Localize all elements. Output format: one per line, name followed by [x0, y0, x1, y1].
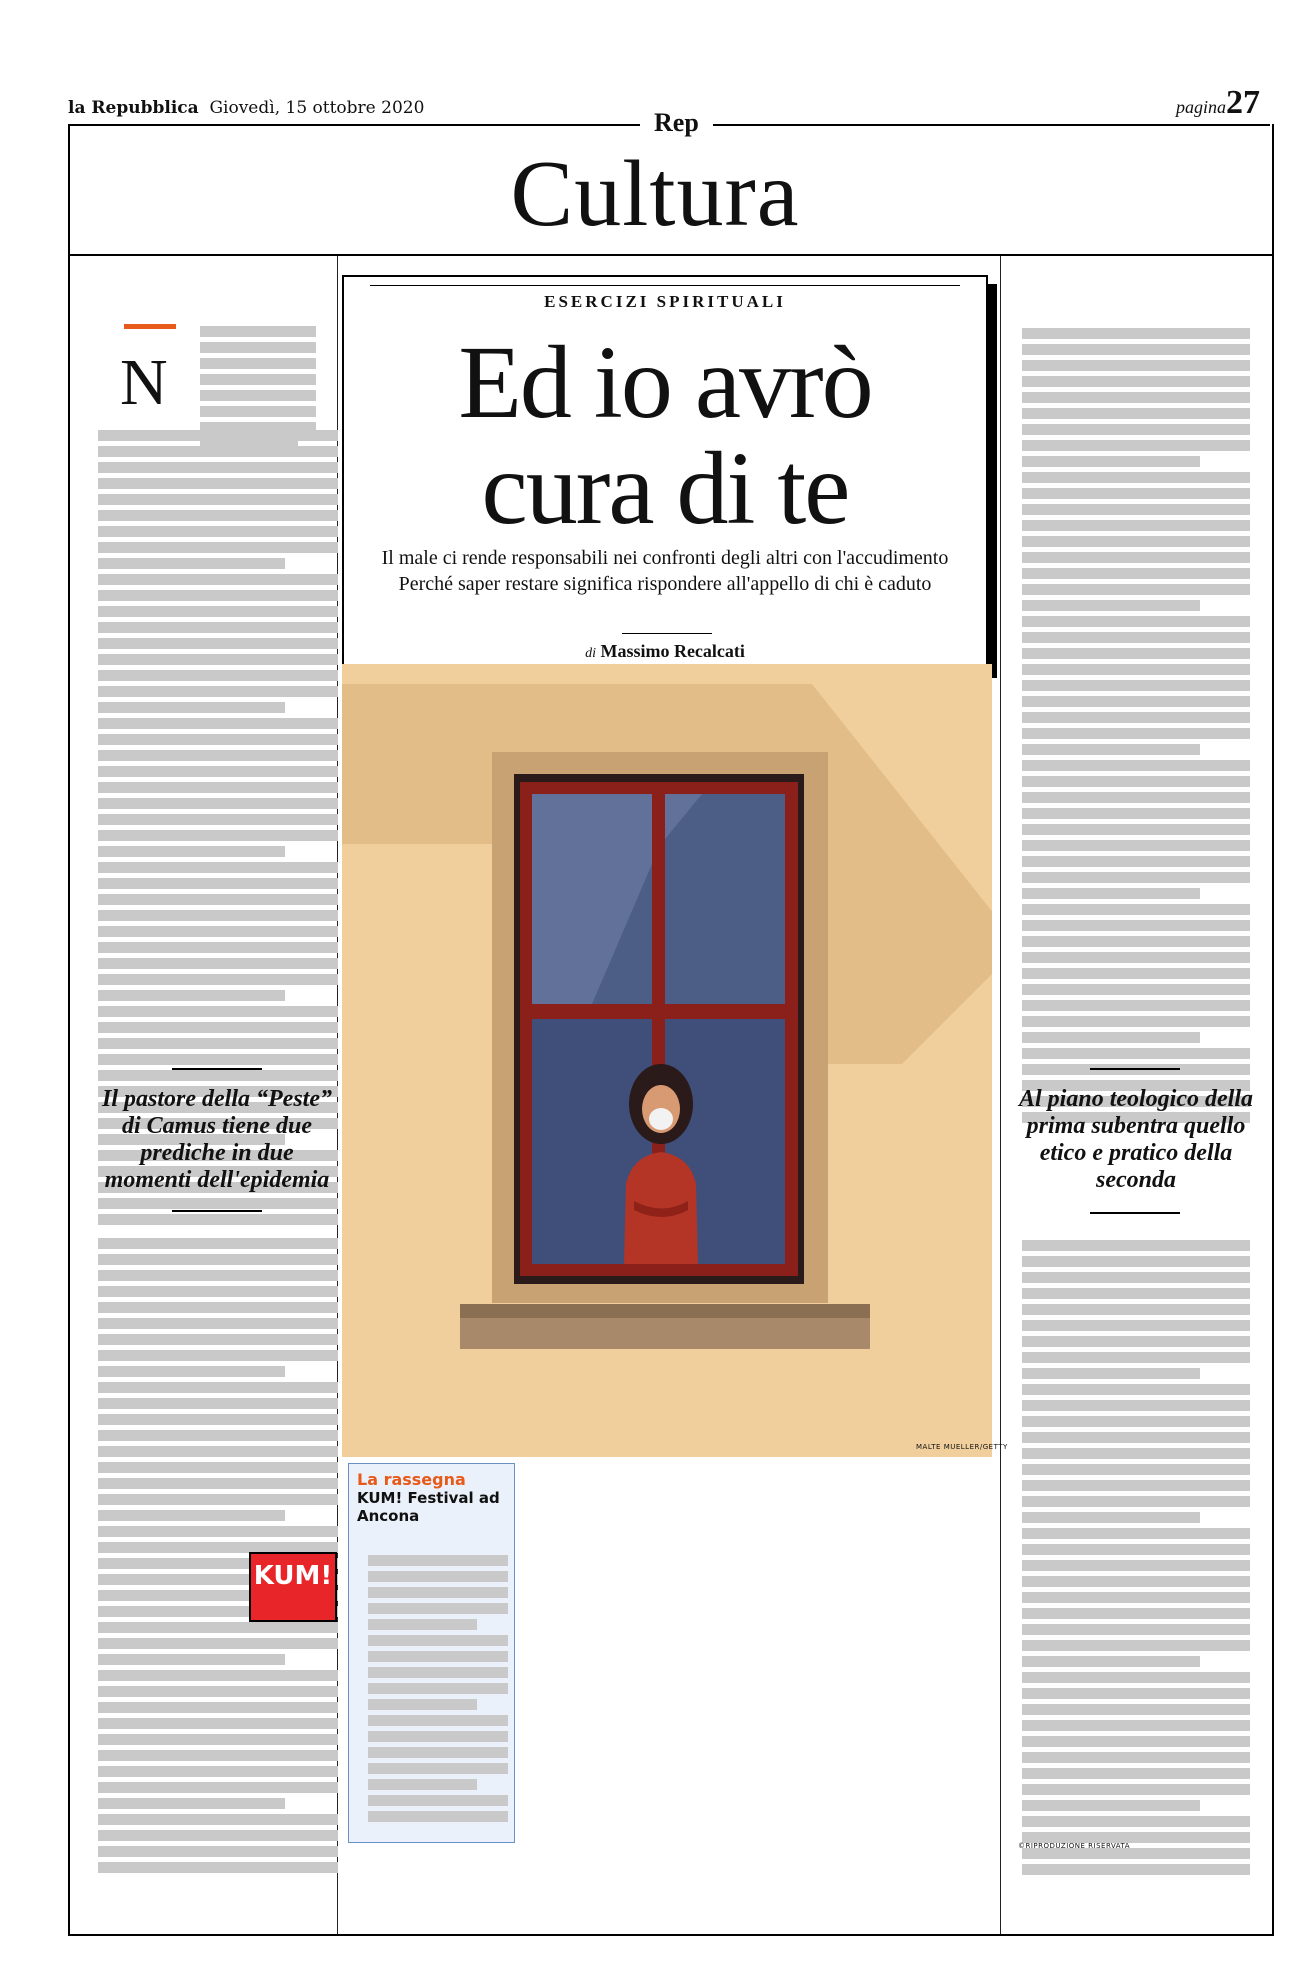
sidebar-text — [368, 1555, 508, 1827]
text-line — [98, 1334, 338, 1345]
text-line — [98, 1214, 338, 1225]
text-line — [1022, 584, 1250, 595]
text-line — [1022, 1416, 1250, 1427]
text-line — [1022, 1608, 1250, 1619]
text-line — [368, 1731, 508, 1742]
text-line — [368, 1571, 508, 1582]
text-line — [98, 1718, 338, 1729]
text-line — [1022, 1320, 1250, 1331]
text-line — [1022, 824, 1250, 835]
headline-line-1: Ed io avrò — [458, 325, 872, 440]
text-line — [1022, 920, 1250, 931]
text-line — [98, 1734, 338, 1745]
text-line — [1022, 408, 1250, 419]
text-line — [98, 526, 338, 537]
text-line — [1022, 1800, 1200, 1811]
text-line — [98, 1382, 338, 1393]
article-column-3 — [1022, 328, 1250, 1128]
text-line — [98, 1430, 338, 1441]
text-line — [1022, 1592, 1250, 1603]
text-line — [1022, 1720, 1250, 1731]
text-line — [98, 1070, 338, 1081]
text-line — [1022, 1496, 1250, 1507]
text-line — [98, 990, 285, 1001]
text-line — [98, 1814, 338, 1825]
text-line — [1022, 1304, 1250, 1315]
text-line — [368, 1715, 508, 1726]
article-column-4 — [1022, 1240, 1250, 1880]
text-line — [1022, 1656, 1200, 1667]
text-line — [1022, 552, 1250, 563]
text-line — [98, 1862, 338, 1873]
text-line — [1022, 568, 1250, 579]
text-line — [1022, 344, 1250, 355]
photo-credit: MALTE MUELLER/GETTY — [916, 1443, 1008, 1451]
text-line — [98, 1686, 338, 1697]
text-line — [98, 798, 338, 809]
sidebar-title: La rassegna — [357, 1470, 466, 1489]
pullquote-rule — [172, 1068, 262, 1070]
page-number — [1176, 84, 1260, 122]
text-line — [368, 1779, 477, 1790]
text-line — [368, 1811, 508, 1822]
text-line — [98, 974, 338, 985]
column-rule-right — [1000, 256, 1001, 1934]
text-line — [98, 734, 338, 745]
text-line — [98, 1398, 338, 1409]
text-line — [1022, 680, 1250, 691]
text-line — [98, 1318, 338, 1329]
text-line — [98, 1350, 338, 1361]
text-line — [98, 1526, 338, 1537]
text-line — [98, 1782, 338, 1793]
text-line — [1022, 968, 1250, 979]
text-line — [1022, 808, 1250, 819]
rep-logo: Rep — [640, 108, 713, 138]
text-line — [98, 654, 338, 665]
text-line — [98, 1270, 338, 1281]
text-line — [98, 1622, 338, 1633]
text-line — [98, 1254, 338, 1265]
section-divider — [68, 254, 1272, 256]
pullquote-rule — [172, 1210, 262, 1212]
text-line — [1022, 1704, 1250, 1715]
text-line — [1022, 1672, 1250, 1683]
text-line — [1022, 440, 1250, 451]
text-line — [1022, 1560, 1250, 1571]
text-line — [98, 718, 338, 729]
text-line — [1022, 1768, 1250, 1779]
text-line — [98, 766, 338, 777]
text-line — [1022, 1576, 1250, 1587]
pullquote-rule — [1090, 1212, 1180, 1214]
text-line — [1022, 536, 1250, 547]
text-line — [98, 814, 338, 825]
text-line — [98, 830, 338, 841]
text-line — [1022, 648, 1250, 659]
headline — [342, 325, 988, 547]
text-line — [368, 1795, 508, 1806]
text-line — [368, 1699, 477, 1710]
page-num: 27 — [1226, 84, 1260, 121]
page-label: pagina — [1175, 97, 1226, 117]
text-line — [368, 1747, 508, 1758]
text-line — [1022, 904, 1250, 915]
text-line — [98, 910, 338, 921]
accent-bar — [124, 324, 176, 329]
text-line — [1022, 712, 1250, 723]
text-line — [1022, 1016, 1250, 1027]
text-line — [98, 958, 338, 969]
text-line — [1022, 1032, 1200, 1043]
text-line — [98, 590, 338, 601]
text-line — [1022, 872, 1250, 883]
headline-line-2: cura di te — [481, 431, 849, 547]
text-line — [98, 894, 338, 905]
text-line — [1022, 1528, 1250, 1539]
text-line — [98, 1414, 338, 1425]
text-line — [1022, 984, 1250, 995]
text-line — [98, 1494, 338, 1505]
kicker-rule — [370, 285, 960, 286]
text-line — [1022, 840, 1250, 851]
text-line — [1022, 600, 1200, 611]
text-line — [98, 750, 338, 761]
text-line — [98, 782, 338, 793]
sidebar-subtitle: KUM! Festival ad Ancona — [357, 1489, 500, 1525]
text-line — [98, 1766, 338, 1777]
text-line — [98, 1670, 338, 1681]
text-line — [98, 1798, 285, 1809]
text-line — [1022, 1464, 1250, 1475]
text-line — [1022, 1400, 1250, 1411]
text-line — [98, 670, 338, 681]
text-line — [98, 702, 285, 713]
author-name: Massimo Recalcati — [600, 641, 745, 661]
text-line — [368, 1763, 508, 1774]
text-line — [1022, 632, 1250, 643]
text-line — [1022, 888, 1200, 899]
text-line — [1022, 504, 1250, 515]
text-line — [98, 1302, 338, 1313]
text-line — [98, 846, 285, 857]
text-line — [1022, 1368, 1200, 1379]
text-line — [98, 1478, 338, 1489]
text-line — [1022, 856, 1250, 867]
text-line — [98, 1022, 338, 1033]
pullquote-left: Il pastore della “Peste” di Camus tiene due prediche in due momenti dell'epidemia — [102, 1086, 332, 1193]
text-line — [1022, 1336, 1250, 1347]
text-line — [1022, 424, 1250, 435]
subheadline — [352, 545, 978, 598]
text-line — [1022, 488, 1250, 499]
text-line — [98, 862, 338, 873]
text-line — [1022, 520, 1250, 531]
text-line — [98, 510, 338, 521]
text-line — [1022, 1784, 1250, 1795]
text-line — [368, 1667, 508, 1678]
text-line — [368, 1603, 508, 1614]
window-illustration — [342, 664, 992, 1457]
text-line — [98, 1846, 338, 1857]
text-line — [98, 430, 338, 441]
text-line — [368, 1651, 508, 1662]
pullquote-rule — [1090, 1068, 1180, 1070]
text-line — [98, 1446, 338, 1457]
text-line — [1022, 1512, 1200, 1523]
masthead — [68, 98, 424, 118]
text-line — [1022, 952, 1250, 963]
text-line — [1022, 1240, 1250, 1251]
paper-name: la Repubblica — [68, 98, 199, 118]
text-line — [1022, 792, 1250, 803]
text-line — [1022, 728, 1250, 739]
text-line — [1022, 936, 1250, 947]
byline: di Massimo Recalcati — [585, 641, 745, 661]
text-line — [1022, 1736, 1250, 1747]
text-line — [1022, 1864, 1250, 1875]
text-line — [98, 1702, 338, 1713]
text-line — [1022, 376, 1250, 387]
text-line — [98, 942, 338, 953]
text-line — [1022, 760, 1250, 771]
text-line — [1022, 1640, 1250, 1651]
issue-date: Giovedì, 15 ottobre 2020 — [209, 98, 425, 118]
text-line — [98, 462, 338, 473]
text-line — [368, 1619, 477, 1630]
text-line — [1022, 1480, 1250, 1491]
text-line — [98, 1510, 285, 1521]
text-line — [1022, 472, 1250, 483]
text-line — [98, 1366, 285, 1377]
text-line — [1022, 1048, 1250, 1059]
text-line — [1022, 664, 1250, 675]
text-line — [98, 686, 338, 697]
text-line — [98, 1198, 338, 1209]
text-line — [368, 1635, 508, 1646]
text-line — [1022, 1448, 1250, 1459]
pullquote-right: Al piano teologico della prima subentra quello etico e pratico della seconda — [1019, 1086, 1253, 1193]
drop-cap: N — [120, 346, 168, 419]
kicker: ESERCIZI SPIRITUALI — [544, 292, 786, 311]
text-line — [98, 1038, 338, 1049]
text-line — [1022, 328, 1250, 339]
text-line — [98, 558, 285, 569]
byline-rule — [622, 633, 712, 634]
text-line — [1022, 1752, 1250, 1763]
text-line — [368, 1555, 508, 1566]
section-title: Cultura — [510, 142, 800, 246]
copyright: ©RIPRODUZIONE RISERVATA — [1018, 1842, 1131, 1850]
text-line — [1022, 696, 1250, 707]
text-line — [98, 1006, 338, 1017]
text-line — [98, 638, 338, 649]
text-line — [98, 606, 338, 617]
text-line — [98, 574, 338, 585]
text-line — [368, 1587, 508, 1598]
text-line — [98, 494, 338, 505]
text-line — [98, 1238, 338, 1249]
text-line — [98, 446, 338, 457]
text-line — [98, 1750, 338, 1761]
text-line — [368, 1683, 508, 1694]
text-line — [1022, 1816, 1250, 1827]
text-line — [98, 478, 338, 489]
text-line — [98, 542, 338, 553]
text-line — [1022, 1272, 1250, 1283]
text-line — [1022, 616, 1250, 627]
text-line — [98, 1654, 285, 1665]
text-line — [1022, 1352, 1250, 1363]
text-line — [98, 622, 338, 633]
text-line — [1022, 1544, 1250, 1555]
text-line — [98, 1054, 338, 1065]
text-line — [1022, 456, 1200, 467]
text-line — [1022, 1432, 1250, 1443]
subhead-line-2: Perché saper restare significa rispondere all'appello di chi è caduto — [398, 573, 932, 596]
text-line — [98, 1638, 338, 1649]
text-line — [1022, 1624, 1250, 1635]
text-line — [1022, 1000, 1250, 1011]
text-line — [98, 1286, 338, 1297]
text-line — [98, 878, 338, 889]
text-line — [1022, 1688, 1250, 1699]
text-line — [1022, 1288, 1250, 1299]
text-line — [1022, 1384, 1250, 1395]
text-line — [1022, 776, 1250, 787]
subhead-line-1: Il male ci rende responsabili nei confronti degli altri con l'accudimento — [381, 547, 949, 569]
text-line — [98, 926, 338, 937]
text-line — [1022, 744, 1200, 755]
text-line — [1022, 392, 1250, 403]
kum-logo: KUM! — [249, 1552, 337, 1622]
text-line — [1022, 360, 1250, 371]
text-line — [98, 1462, 338, 1473]
text-line — [1022, 1256, 1250, 1267]
text-line — [98, 1830, 338, 1841]
